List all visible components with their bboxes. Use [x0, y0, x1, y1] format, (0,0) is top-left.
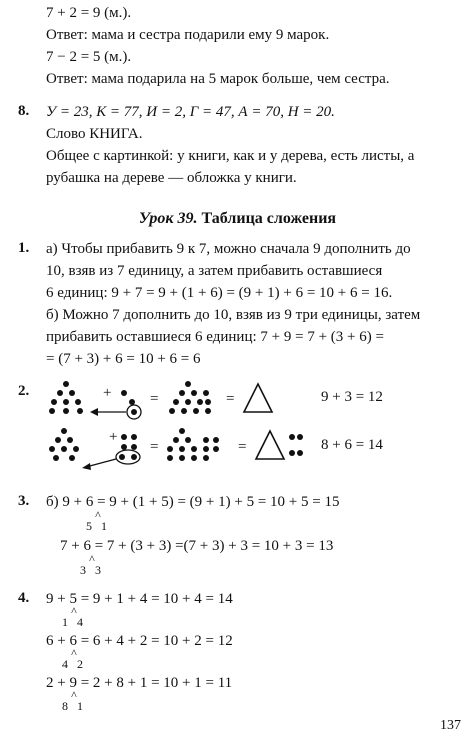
number-decomposition: ^ 3 3: [80, 552, 104, 577]
dots-diagram-row1: [44, 376, 304, 426]
solution-line: 7 − 2 = 5 (м.).: [46, 49, 132, 65]
lesson-heading: Таблица сложения: [201, 210, 337, 227]
task-line: а) Чтобы прибавить 9 к 7, можно сначала 9 дополнить до: [46, 241, 411, 257]
equation-line: 7 + 6 = 7 + (3 + 3) =(7 + 3) + 3 = 10 + 3 = 13: [60, 538, 334, 554]
equation-line: 9 + 5 = 9 + 1 + 4 = 10 + 4 = 14: [46, 591, 233, 607]
page-number: 137: [440, 718, 461, 733]
comparison-line: Общее с картинкой: у книги, как и у дерева, есть листы, а: [46, 148, 415, 164]
lesson-label: Урок 39.: [138, 210, 198, 227]
task-line: = (7 + 3) + 6 = 10 + 6 = 6: [46, 351, 201, 367]
number-decomposition: ^ 5 1: [86, 508, 110, 533]
lesson-title: [0, 210, 475, 228]
equation-line: 2 + 9 = 2 + 8 + 1 = 10 + 1 = 11: [46, 675, 233, 691]
equation-line: 6 + 6 = 6 + 4 + 2 = 10 + 2 = 12: [46, 633, 233, 649]
task-number: 8.: [18, 103, 30, 119]
split-mark: ^: [89, 552, 95, 566]
task-number: 1.: [18, 240, 30, 256]
number-decomposition: ^ 8 1: [62, 688, 86, 713]
equation: 8 + 6 = 14: [321, 437, 383, 453]
letter-values: У = 23, К = 77, И = 2, Г = 47, А = 70, Н = 20.: [46, 104, 335, 120]
task-line: 6 единиц: 9 + 7 = 9 + (1 + 6) = (9 + 1) + 6 = 10 + 6 = 16.: [46, 285, 393, 301]
answer-line: Ответ: мама подарила на 5 марок больше, чем сестра.: [46, 71, 390, 87]
solution-line: 7 + 2 = 9 (м.).: [46, 5, 132, 21]
plus-sign: +: [109, 429, 118, 445]
equation-line: б) 9 + 6 = 9 + (1 + 5) = (9 + 1) + 5 = 10 + 5 = 15: [46, 494, 340, 510]
comparison-line: рубашка на дереве — обложка у книги.: [46, 170, 297, 186]
task-number: 4.: [18, 590, 30, 606]
dots-diagram-row2: [44, 423, 304, 473]
split-mark: ^: [95, 508, 101, 522]
task-number: 2.: [18, 383, 30, 399]
equals-sign: =: [150, 391, 159, 407]
equals-sign: =: [150, 439, 159, 455]
task-line: прибавить оставшиеся 6 единиц: 7 + 9 = 7 + (3 + 6) =: [46, 329, 384, 345]
plus-sign: +: [103, 385, 112, 401]
equals-sign: =: [238, 439, 247, 455]
task-line: б) Можно 7 дополнить до 10, взяв из 9 три единицы, затем: [46, 307, 421, 323]
number-decomposition: ^ 4 2: [62, 646, 86, 671]
word-line: Слово КНИГА.: [46, 126, 143, 142]
number-decomposition: ^ 1 4: [62, 604, 86, 629]
equation: 9 + 3 = 12: [321, 389, 383, 405]
answer-line: Ответ: мама и сестра подарили ему 9 марок.: [46, 27, 330, 43]
task-line: 10, взяв из 7 единицу, а затем прибавить оставшиеся: [46, 263, 383, 279]
equals-sign: =: [226, 391, 235, 407]
task-number: 3.: [18, 493, 30, 509]
